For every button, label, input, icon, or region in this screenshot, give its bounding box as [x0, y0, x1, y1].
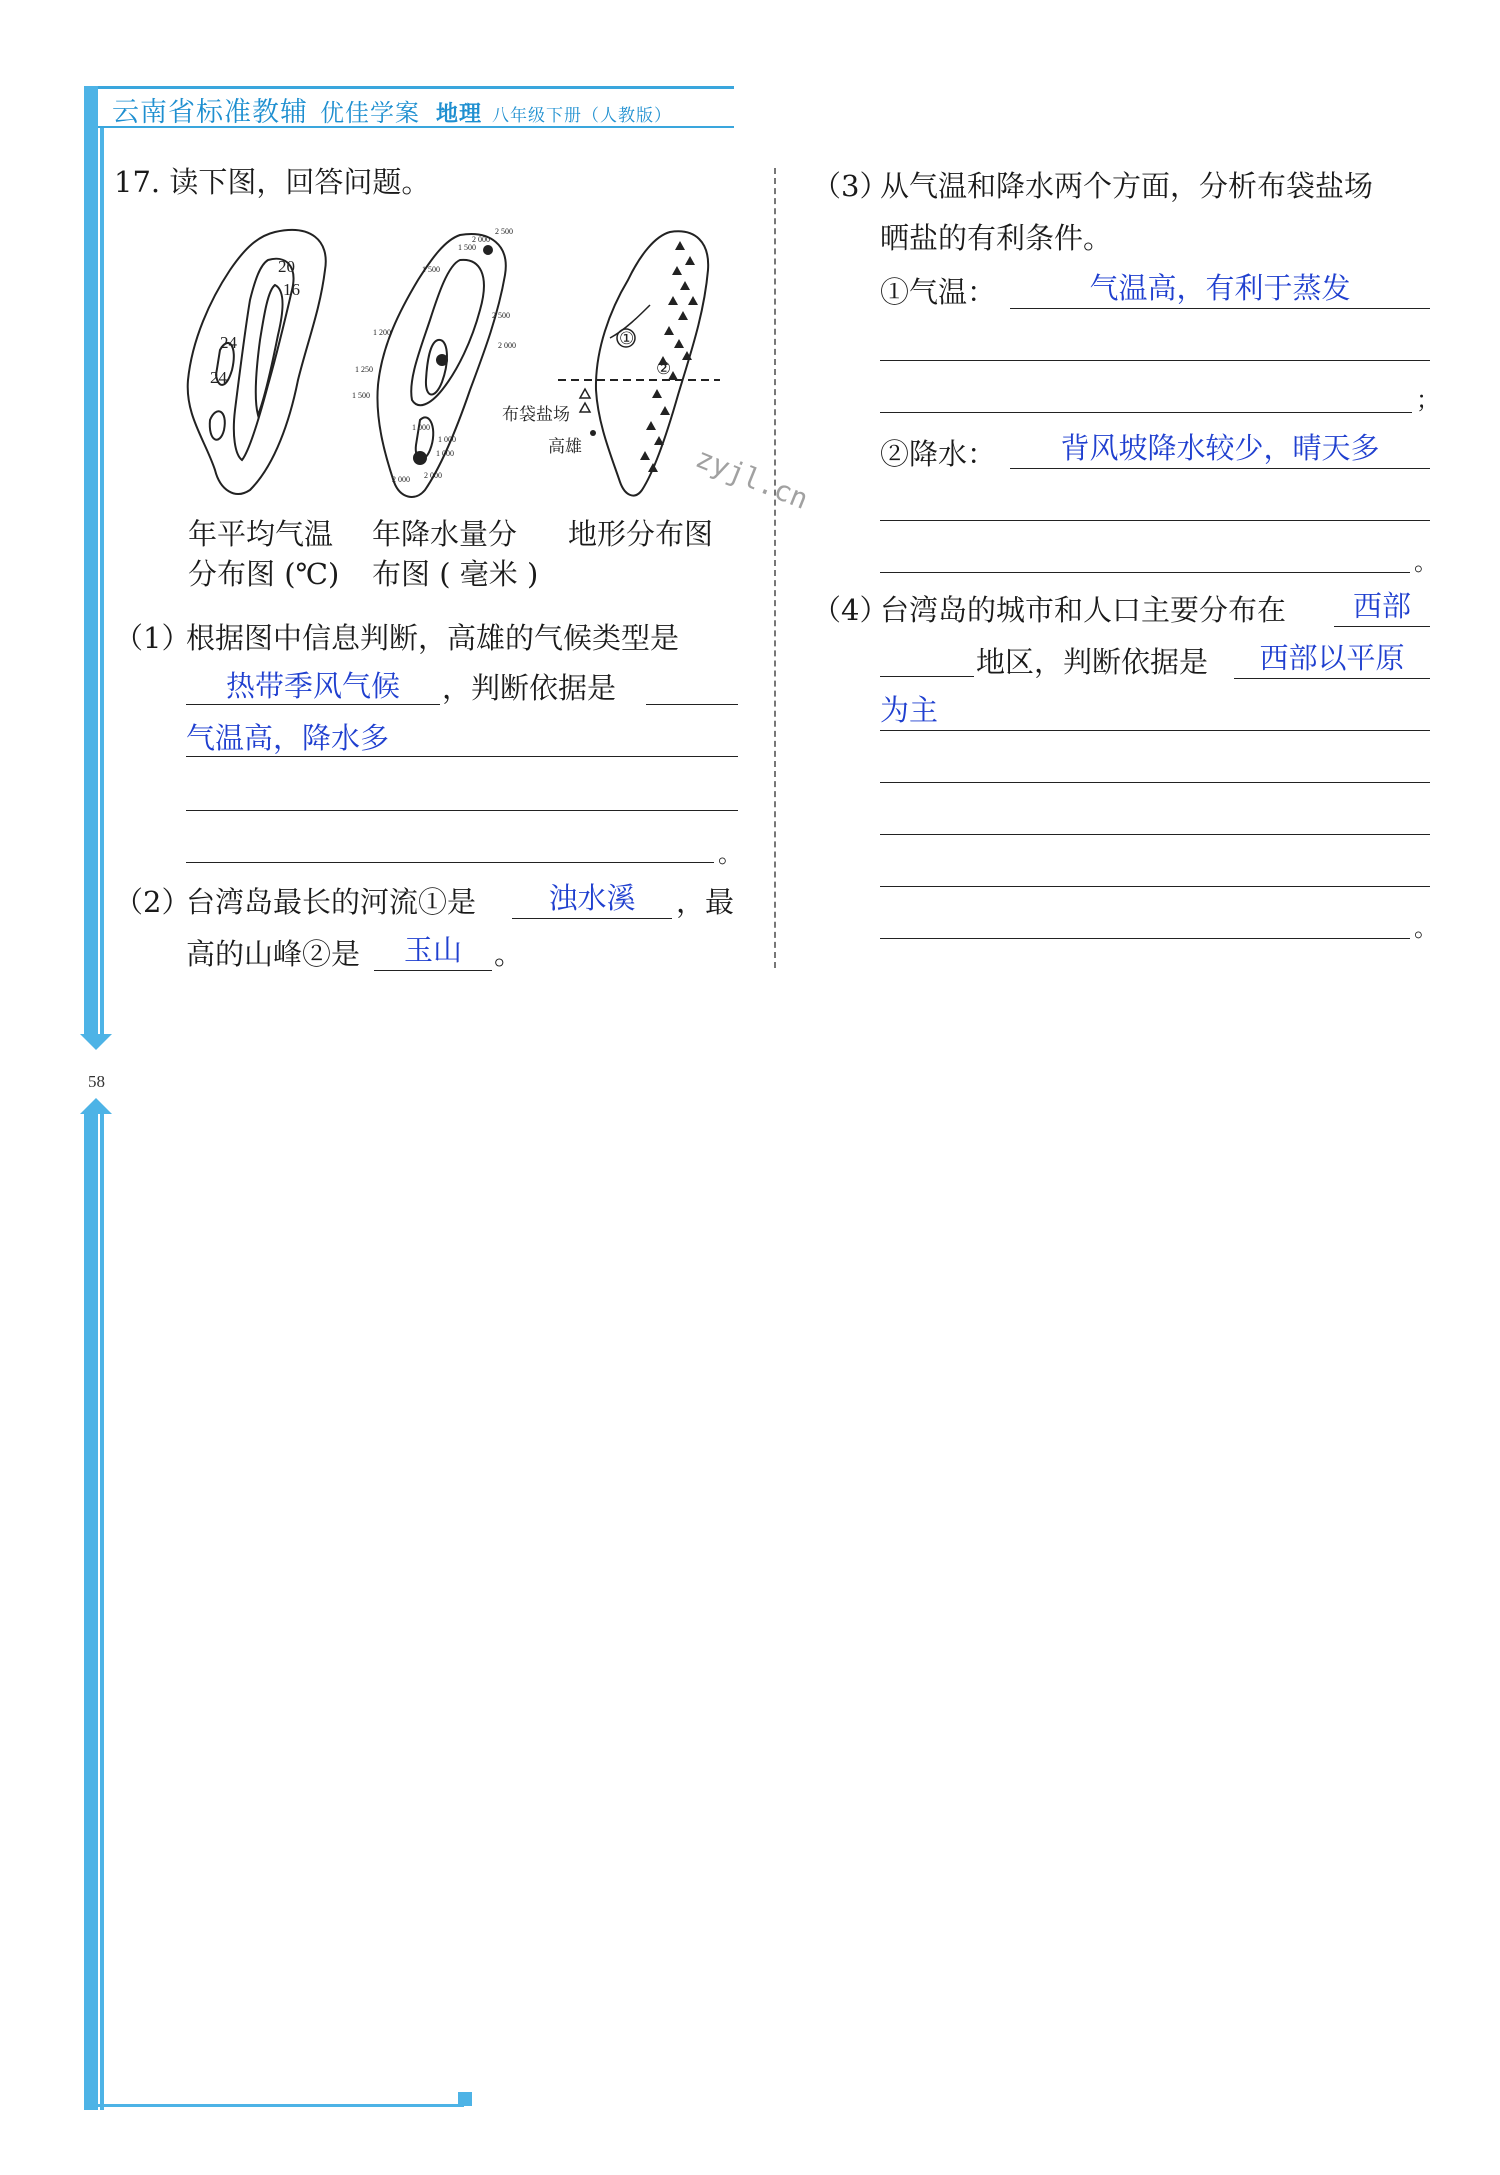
precip-label: 2 500: [495, 227, 513, 236]
part3-sub1-answer: 气温高，有利于蒸发: [1089, 271, 1351, 305]
precip-label: 1 000: [436, 449, 454, 458]
part3-blank-line[interactable]: [880, 360, 1430, 361]
page-number: 58: [88, 1072, 105, 1091]
header-series: 云南省标准教辅: [112, 97, 308, 128]
terrain-label-1: ①: [619, 329, 635, 348]
precip-label: 2 000: [424, 471, 442, 480]
temperature-caption: [188, 514, 339, 594]
precip-dot: [483, 245, 493, 255]
part3-text1: 从气温和降水两个方面，分析布袋盐场: [880, 169, 1374, 203]
part4-text1: 台湾岛的城市和人口主要分布在: [880, 593, 1287, 627]
part3-sub1-answer-blank[interactable]: [1010, 266, 1430, 309]
part3-sub2-answer-blank[interactable]: [1010, 426, 1430, 469]
part4-blank-line[interactable]: [880, 834, 1430, 835]
left-rail-thin: [100, 128, 104, 1036]
part1-answer2-blank[interactable]: [186, 716, 738, 757]
part4-answer2-line2: 为主: [880, 693, 939, 727]
left-rail-lower: [84, 1114, 98, 2110]
part2-end: 。: [494, 937, 524, 971]
part3-blank-line[interactable]: [880, 520, 1430, 521]
precip-dot: [413, 451, 427, 465]
precip-label: 2 000: [472, 235, 490, 244]
part4-answer2-blank-line2[interactable]: [880, 688, 1430, 731]
part3-sub2-answer: 背风坡降水较少，晴天多: [1060, 431, 1380, 465]
part2-answer1-blank[interactable]: [512, 876, 672, 919]
terrain-label-2: ②: [656, 359, 672, 378]
precip-label: 1 000: [438, 435, 456, 444]
part1-text1: 根据图中信息判断，高雄的气候类型是: [186, 621, 680, 655]
part3-semicolon: ；: [1416, 386, 1440, 414]
part4-answer1-blank[interactable]: [1334, 584, 1430, 627]
left-rail-lower-thin: [100, 1114, 104, 2110]
precip-label: 2 000: [392, 475, 410, 484]
temp-label-24b: 24: [210, 368, 227, 387]
part4-answer2-blank[interactable]: [1234, 636, 1430, 679]
terrain-label-budai: 布袋盐场: [502, 405, 570, 424]
part2-text1: 台湾岛最长的河流①是: [186, 885, 477, 919]
part1-answer2-blank-start: [646, 704, 738, 705]
precip-label: 1 250: [355, 365, 373, 374]
part4-blank-line[interactable]: [880, 782, 1430, 783]
part4-end: 。: [1414, 914, 1438, 942]
footer-square: [458, 2092, 472, 2106]
left-rail: [84, 86, 98, 1036]
part4-answer2-line1: 西部以平原: [1259, 641, 1405, 675]
precip-dot: [436, 354, 448, 366]
part2-number: （2）: [114, 885, 191, 919]
part1-text2: ，判断依据是: [442, 671, 617, 705]
question-title: 17. 读下图，回答问题。: [114, 165, 431, 199]
part2-answer2: 玉山: [403, 933, 462, 967]
part3-number: （3）: [812, 169, 889, 203]
temp-label-20: 20: [278, 257, 295, 276]
terrain-map: [596, 231, 708, 495]
terrain-label-kaohsiung: 高雄: [548, 437, 582, 456]
part4-blank-line[interactable]: [880, 938, 1410, 939]
terrain-caption: 地形分布图: [568, 517, 714, 551]
precip-label: 1 000: [412, 423, 430, 432]
precipitation-caption-line1: 年降水量分: [372, 517, 518, 551]
part4-answer1-blank-cont: [880, 676, 974, 677]
temp-label-24a: 24: [220, 333, 237, 352]
precip-label: 2 000: [498, 341, 516, 350]
part1-number: （1）: [114, 621, 191, 655]
header-book: 优佳学案: [320, 99, 420, 127]
part3-end: 。: [1414, 548, 1438, 576]
footer-rule: [84, 2104, 464, 2107]
temperature-caption-line2: 分布图 (℃): [188, 557, 340, 591]
part1-blank-line[interactable]: [186, 862, 714, 863]
part3-text2: 晒盐的有利条件。: [880, 221, 1113, 255]
precip-label: 1 200: [373, 328, 391, 337]
precip-label: 1 500: [352, 391, 370, 400]
maps-figure: [180, 220, 740, 510]
part3-sub1-label: ①气温：: [880, 275, 997, 309]
part2-answer2-blank[interactable]: [374, 928, 492, 971]
part1-blank-line[interactable]: [186, 810, 738, 811]
header-grade: 八年级下册（人教版）: [492, 106, 673, 126]
part4-text2: 地区，判断依据是: [976, 645, 1209, 679]
watermark: zyjl.cn: [691, 441, 813, 516]
part4-number: （4）: [812, 593, 889, 627]
column-divider: [774, 168, 776, 968]
rail-notch-top: [80, 1034, 112, 1050]
part1-end: 。: [718, 840, 742, 868]
header-top-rule: [84, 86, 734, 89]
rail-notch-bottom: [80, 1098, 112, 1114]
header-subject: 地理: [436, 102, 483, 127]
temp-label-16: 16: [283, 280, 300, 299]
precip-label: 1 500: [422, 265, 440, 274]
part3-blank-line[interactable]: [880, 412, 1412, 413]
part1-answer1: 热带季风气候: [225, 669, 400, 703]
part2-text3: 高的山峰②是: [186, 937, 361, 971]
part3-blank-line[interactable]: [880, 572, 1410, 573]
part1-answer2: 气温高，降水多: [186, 721, 390, 755]
part2-text2: ，最: [676, 885, 735, 919]
precip-label: 2 500: [492, 311, 510, 320]
part1-answer1-blank[interactable]: [186, 664, 440, 705]
header-title: [112, 90, 672, 129]
part4-answer1: 西部: [1352, 589, 1411, 623]
temperature-map: [188, 230, 326, 494]
part3-sub2-label: ②降水：: [880, 437, 997, 471]
precip-label: 1 500: [458, 243, 476, 252]
precipitation-caption: [372, 514, 538, 594]
terrain-mountains: [640, 241, 698, 472]
precipitation-caption-line2: 布图 ( 毫米 ): [372, 557, 539, 591]
part4-blank-line[interactable]: [880, 886, 1430, 887]
temperature-caption-line1: 年平均气温: [188, 517, 334, 551]
part2-answer1: 浊水溪: [548, 881, 636, 915]
